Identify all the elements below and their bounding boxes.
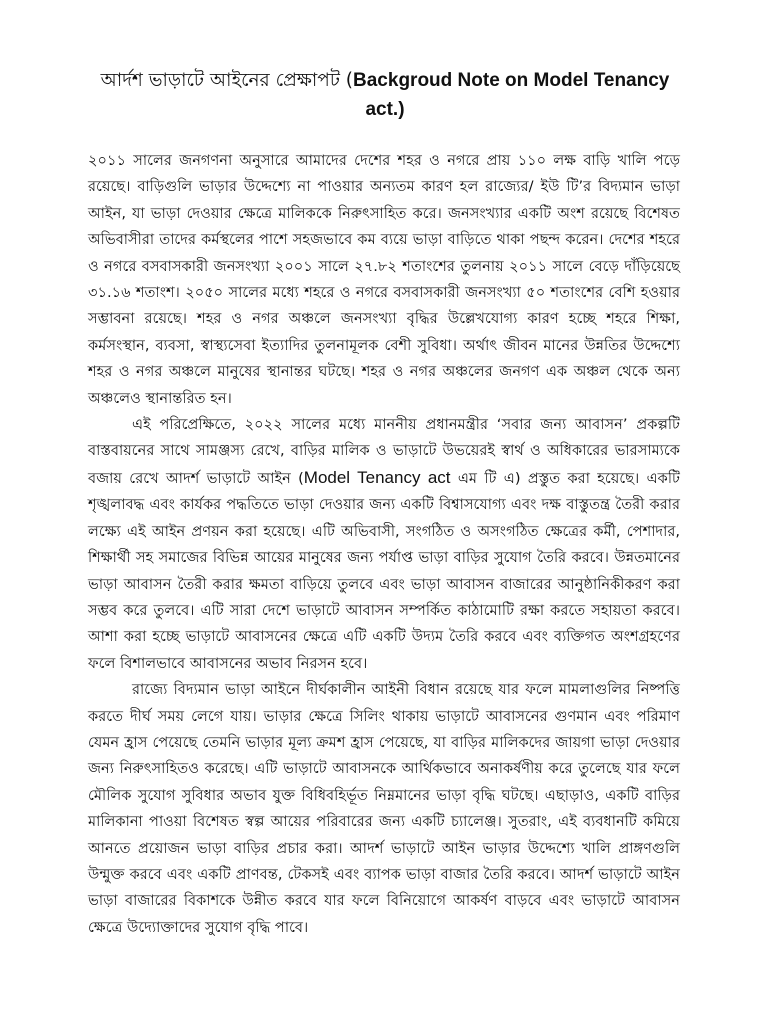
paragraph-2-text-before: এই পরিপ্রেক্ষিতে, ২০২২ সালের মধ্যে মাননীয় প্রধানমন্ত্রীর ‘সবার জন্য আবাসন’ প্রকল্পটি বাস্তবায়নের সাথে সামঞ্জস্য রেখে, বাড়ির মালিক ও ভাড়াটে উভয়েরই স্বার্থ ও অধিকারের ভারসাম্যকে বজায় রেখে আদর্শ ভাড়াটে আইন ( bbox=[88, 416, 680, 487]
paragraph-2 bbox=[88, 412, 680, 677]
paragraph-1: ২০১১ সালের জনগণনা অনুসারে আমাদের দেশের শহর ও নগরে প্রায় ১১০ লক্ষ বাড়ি খালি পড়ে রয়েছে। বাড়িগুলি ভাড়ার উদ্দেশ্যে না পাওয়ার অন্যতম কারণ হল রাজ্যের/ ইউ টি’র বিদ্যমান ভাড়া আইন, যা ভাড়া দেওয়ার ক্ষেত্রে মালিককে নিরুৎসাহিত করে। জনসংখ্যার একটি অংশ রয়েছে বিশেষত অভিবাসীরা তাদের কর্মস্থলের পাশে সহজভাবে কম ব্যয়ে ভাড়া বাড়িতে থাকা পছন্দ করেন। দেশের শহরে ও নগরে বসবাসকারী জনসংখ্যা ২০০১ সালে ২৭.৮২ শতাংশের তুলনায় ২০১১ সালে বেড়ে দাঁড়িয়েছে ৩১.১৬ শতাংশ। ২০৫০ সালের মধ্যে শহরে ও নগরে বসবাসকারী জনসংখ্যা ৫০ শতাংশের বেশি হওয়ার সম্ভাবনা রয়েছে। শহর ও নগর অঞ্চলে জনসংখ্যা বৃদ্ধির উল্লেখযোগ্য কারণ হচ্ছে শহরে শিক্ষা, কর্মসংস্থান, ব্যবসা, স্বাস্থ্যসেবা ইত্যাদির তুলনামূলক বেশী সুবিধা। অর্থাৎ জীবন মানের উন্নতির উদ্দেশ্যে শহর ও নগর অঞ্চলে মানুষের স্থানান্তর ঘটছে। শহর ও নগর অঞ্চলের জনগণ এক অঞ্চল থেকে অন্য অঞ্চলেও স্থানান্তরিত হন। bbox=[88, 152, 680, 407]
document-body bbox=[88, 148, 680, 941]
document-title bbox=[90, 66, 680, 124]
title-english: Backgroud Note on Model Tenancy act. bbox=[353, 70, 670, 120]
paragraph-2-latin-term: Model Tenancy act bbox=[303, 467, 451, 487]
paragraph-2-text-after: এম টি এ) প্রস্তুত করা হয়েছে। একটি শৃঙ্খলাবদ্ধ এবং কার্যকর পদ্ধতিতে ভাড়া দেওয়ার জন্য একটি বিশ্বাসযোগ্য এবং দক্ষ বাস্তুতন্ত্র তৈরী করার লক্ষ্যে এই আইন প্রণয়ন করা হয়েছে। এটি অভিবাসী, সংগঠিত ও অসংগঠিত ক্ষেত্রের কর্মী, পেশাদার, শিক্ষার্থী সহ সমাজের বিভিন্ন আয়ের মানুষের জন্য পর্যাপ্ত ভাড়া বাড়ির সুযোগ তৈরি করবে। উন্নতমানের ভাড়া আবাসন তৈরী করার ক্ষমতা বাড়িয়ে তুলবে এবং ভাড়া আবাসন বাজারের আনুষ্ঠানিকীকরণ করা সম্ভব করে তুলবে। এটি সারা দেশে ভাড়াটে আবাসন সম্পর্কিত কাঠামোটি রক্ষা করতে সহায়তা করবে। আশা করা হচ্ছে ভাড়াটে আবাসনের ক্ষেত্রে এটি একটি উদ্যম তৈরি করবে এবং ব্যক্তিগত অংশগ্রহণের ফলে বিশালভাবে আবাসনের অভাব নিরসন হবে। bbox=[88, 469, 681, 672]
title-close-paren: ) bbox=[398, 99, 405, 120]
title-bengali: আর্দশ ভাড়াটে আইনের প্রেক্ষাপট ( bbox=[100, 70, 354, 91]
paragraph-3: রাজ্যে বিদ্যমান ভাড়া আইনে দীর্ঘকালীন আইনী বিধান রয়েছে যার ফলে মামলাগুলির নিষ্পত্তি করতে দীর্ঘ সময় লেগে যায়। ভাড়ার ক্ষেত্রে সিলিং থাকায় ভাড়াটে আবাসনের গুণমান এবং পরিমাণ যেমন হ্রাস পেয়েছে তেমনি ভাড়ার মূল্য ক্রমশ হ্রাস পেয়েছে, যা বাড়ির মালিকদের জায়গা ভাড়া দেওয়ার জন্য নিরুৎসাহিতও করেছে। এটি ভাড়াটে আবাসনকে আর্থিকভাবে অনাকর্ষণীয় করে তুলেছে যার ফলে মৌলিক সুযোগ সুবিধার অভাব যুক্ত বিধিবহির্ভূত নিম্নমানের ভাড়া বৃদ্ধি ঘটছে। এছাড়াও, একটি বাড়ির মালিকানা পাওয়া বিশেষত স্বল্প আয়ের পরিবারের জন্য একটি চ্যালেঞ্জ। সুতরাং, এই ব্যবধানটি কমিয়ে আনতে প্রয়োজন ভাড়া বাড়ির প্রচার করা। আদর্শ ভাড়াটে আইন ভাড়ার উদ্দেশ্যে খালি প্রাঙ্গণগুলি উন্মুক্ত করবে এবং একটি প্রাণবন্ত, টেকসই এবং ব্যাপক ভাড়া বাজার তৈরি করবে। আদর্শ ভাড়াটে আইন ভাড়া বাজারের বিকাশকে উন্নীত করবে যার ফলে বিনিয়োগে আকর্ষণ বাড়বে এবং ভাড়াটে আবাসন ক্ষেত্রে উদ্যোক্তাদের সুযোগ বৃদ্ধি পাবে। bbox=[88, 681, 680, 936]
